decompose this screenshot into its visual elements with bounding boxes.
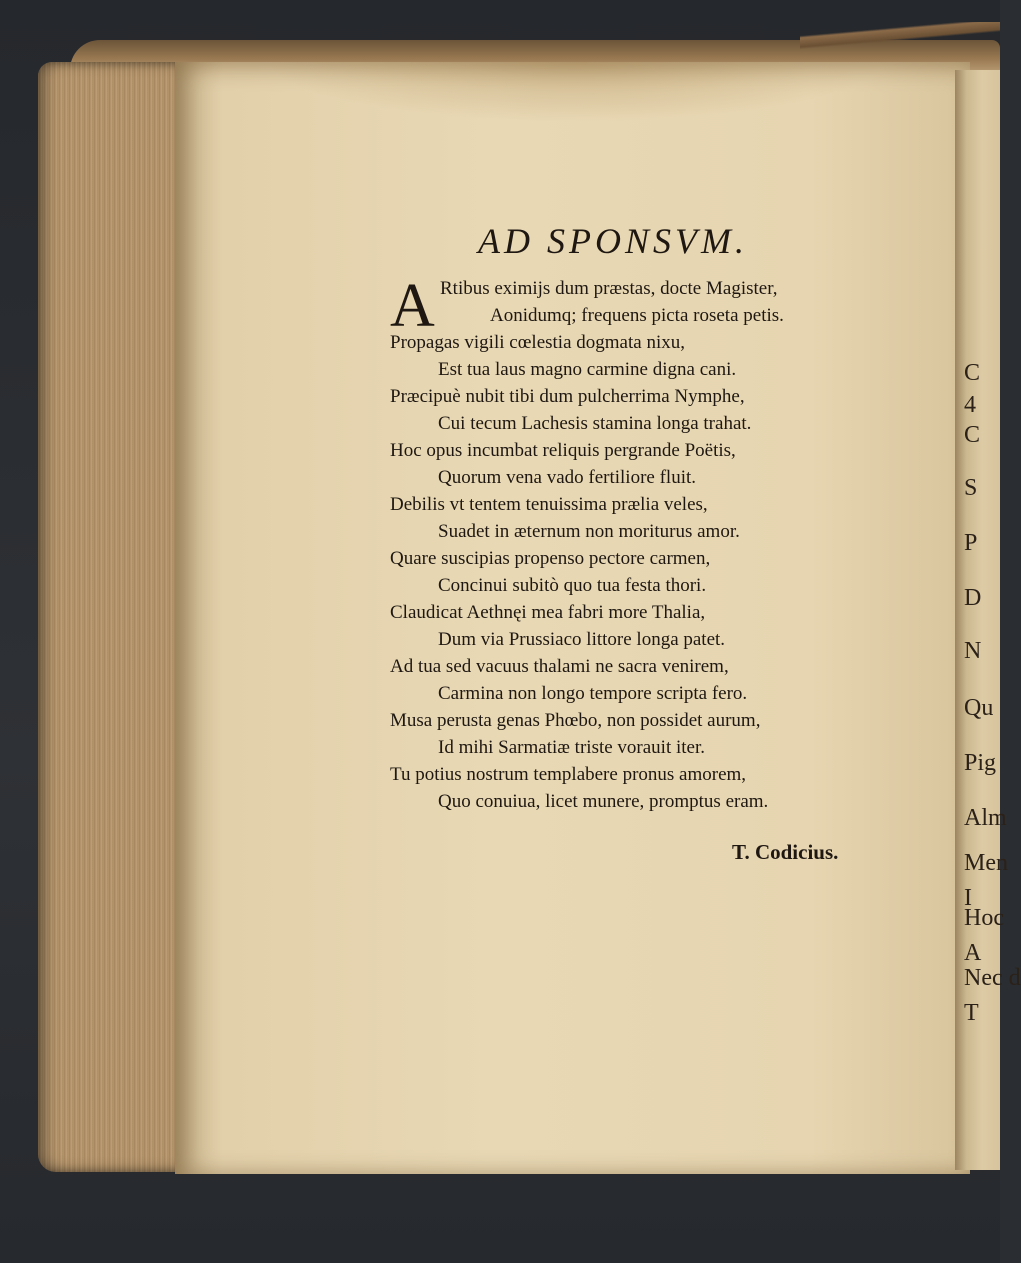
verse-line: Tu potius nostrum templabere pronus amorem, [390, 764, 747, 785]
facing-page-fragment: C [964, 422, 981, 448]
facing-page-fragment: C [964, 360, 981, 386]
verse-line: Suadet in æternum non moriturus amor. [438, 521, 740, 542]
verse-line: Id mihi Sarmatiæ triste vorauit iter. [438, 737, 706, 758]
facing-page-fragments [960, 340, 1021, 1040]
facing-page-fragment: I [964, 885, 972, 911]
verse-line: Claudicat Aethnęi mea fabri more Thalia, [390, 602, 706, 623]
bookmark-cord [800, 22, 1000, 50]
verse-line: Quo conuiua, licet munere, promptus eram. [438, 791, 769, 812]
facing-page-fragment: D [964, 585, 982, 611]
verse-line: Quare suscipias propenso pectore carmen, [390, 548, 711, 569]
facing-page-fragment: Alm [964, 805, 1007, 831]
author-signature: T. Codicius. [732, 840, 839, 864]
facing-page-fragment: Men [964, 850, 1008, 876]
facing-page-fragment: N [964, 638, 982, 664]
facing-page-fragment: P [964, 530, 978, 556]
verse-line: Præcipuè nubit tibi dum pulcherrima Nymphe, [390, 386, 745, 407]
verse-line: Cui tecum Lachesis stamina longa trahat. [438, 413, 752, 434]
verse-line: Debilis vt tentem tenuissima prælia veles, [390, 494, 708, 515]
verse-line: Carmina non longo tempore scripta fero. [438, 683, 748, 704]
verse-line: Dum via Prussiaco littore longa patet. [438, 629, 726, 650]
poem-heading: AD SPONSVM. [478, 221, 748, 261]
water-stain [265, 62, 885, 122]
verse-line: Quorum vena vado fertiliore fluit. [438, 467, 697, 488]
verse-line: Propagas vigili cœlestia dogmata nixu, [390, 332, 685, 353]
verse-line: Hoc opus incumbat reliquis pergrande Poëtis, [390, 440, 736, 461]
facing-page-fragment: A [964, 940, 982, 966]
verse-line: Est tua laus magno carmine digna cani. [438, 359, 737, 380]
facing-page-fragment: 4 [964, 392, 976, 418]
facing-page-fragment: Hoc [964, 905, 1004, 931]
facing-page-fragment: Nec d [964, 965, 1021, 991]
verse-line: Ad tua sed vacuus thalami ne sacra venirem, [390, 656, 729, 677]
facing-page-fragment: S [964, 475, 978, 501]
verse-line: Musa perusta genas Phœbo, non possidet aurum, [390, 710, 761, 731]
verse-line: Concinui subitò quo tua festa thori. [438, 575, 707, 596]
book-fore-edge [38, 62, 198, 1172]
drop-capital: A [390, 272, 435, 340]
facing-page-fragment: Qu [964, 695, 994, 721]
facing-page-fragment: T [964, 1000, 979, 1026]
facing-page-fragment: Pig [964, 750, 997, 776]
verse-line: Aonidumq; frequens picta roseta petis. [490, 305, 784, 326]
verse-line: Rtibus eximijs dum præstas, docte Magister, [440, 278, 778, 299]
